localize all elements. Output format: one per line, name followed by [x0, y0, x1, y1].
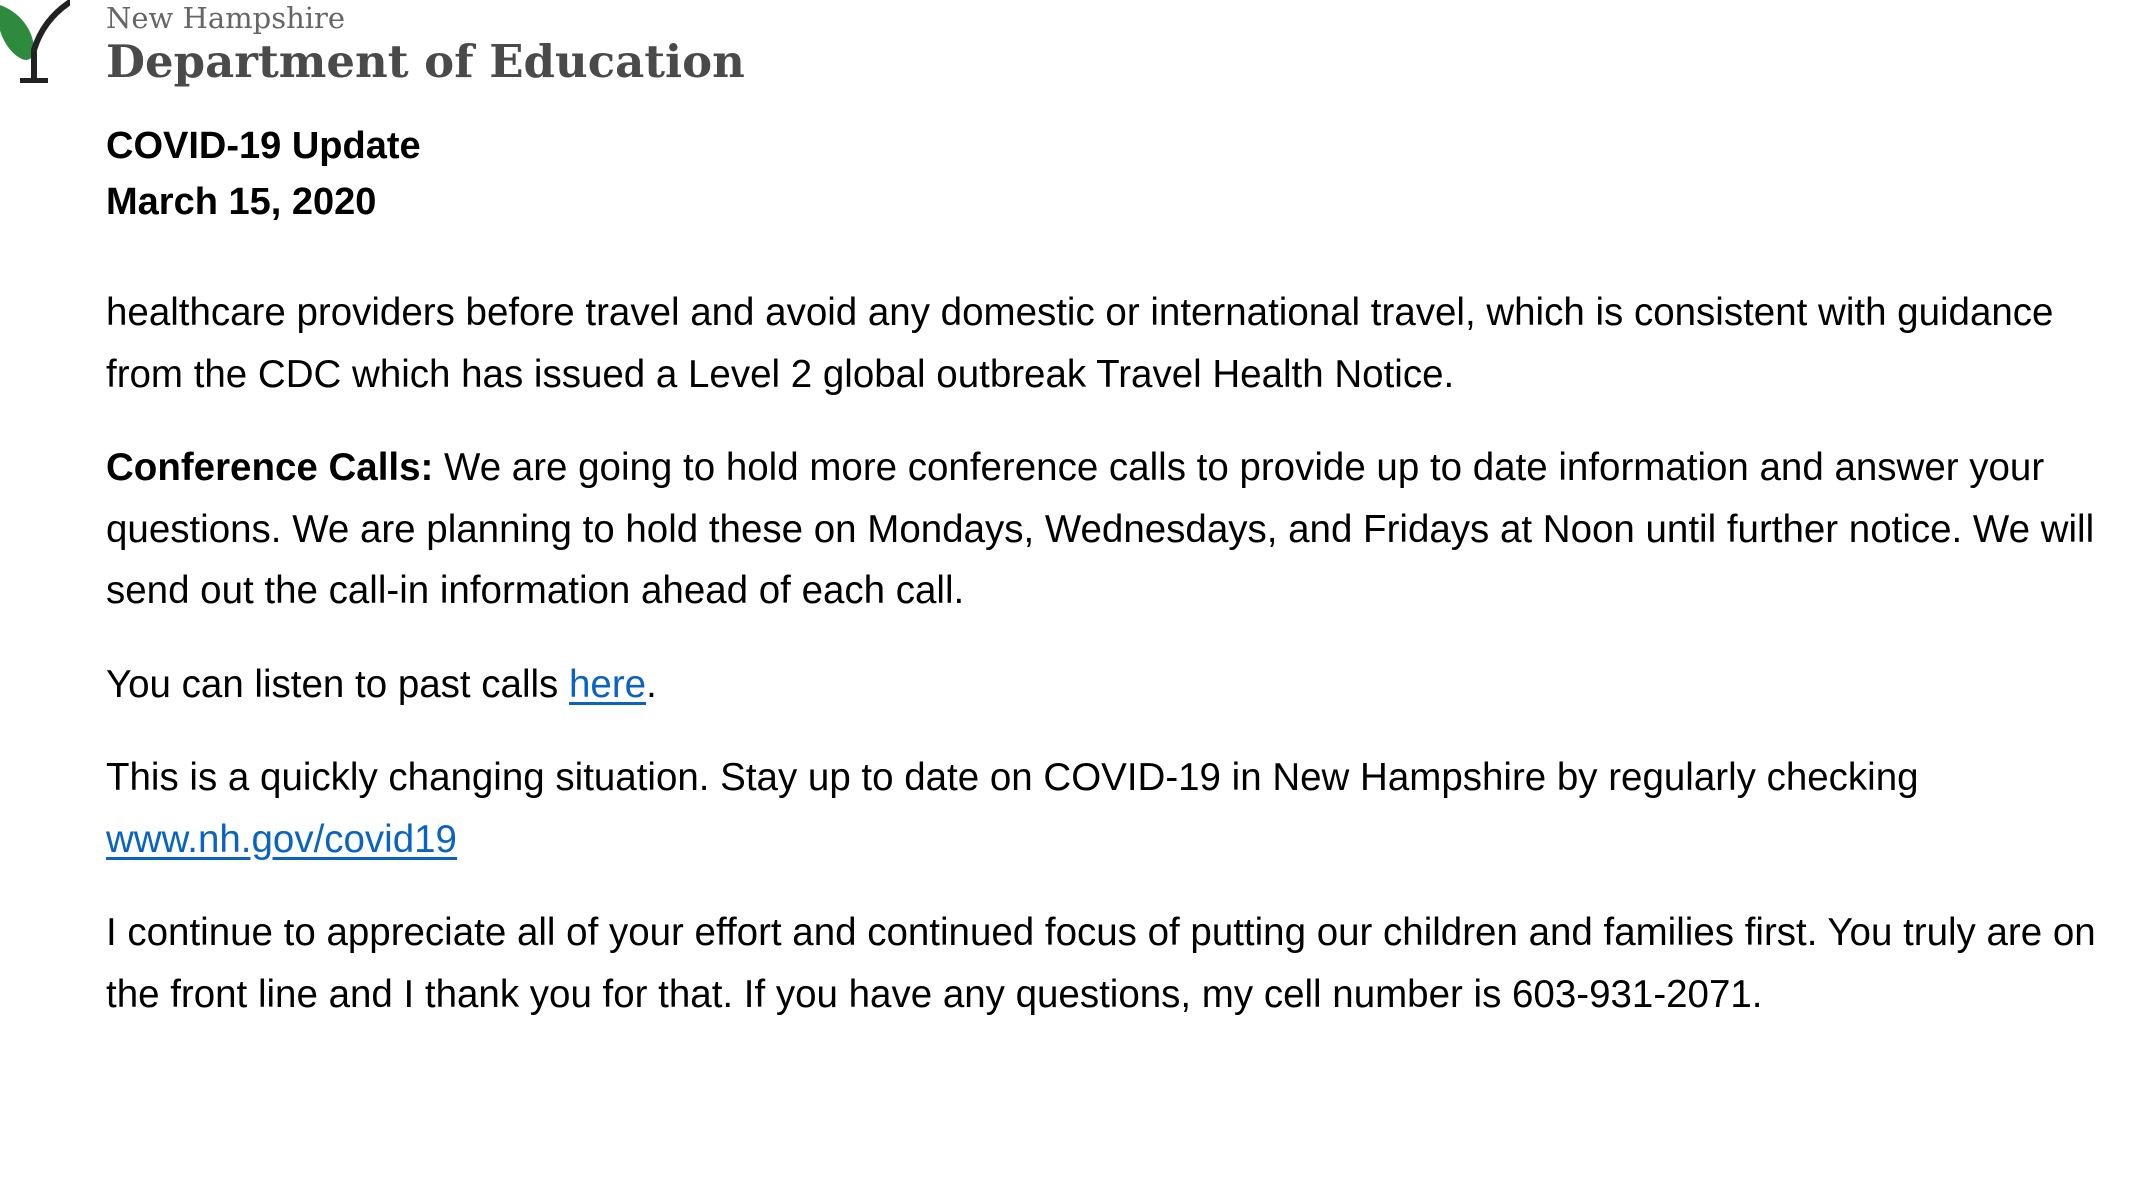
document-title: COVID-19 Update [106, 125, 421, 167]
conference-calls-text: We are going to hold more conference calls to provide up to date information and answer your questions. We are planning to hold these on Mondays, Wednesdays, and Fridays at Noon until further notice. We will send out the call-in information ahead of each call. [106, 446, 2095, 612]
document-date: March 15, 2020 [106, 181, 377, 223]
past-calls-text: You can listen to past calls [106, 662, 569, 706]
stay-updated-text: This is a quickly changing situation. Stay up to date on COVID-19 in New Hampshire by regularly checking [106, 756, 1919, 799]
travel-guidance-paragraph: healthcare providers before travel and avoid any domestic or international travel, which is consistent with guidance from the CDC which has issued a Level 2 global outbreak Travel Health Notice. [106, 291, 2054, 396]
seedling-logo-icon [0, 0, 70, 88]
past-calls-period: . [646, 662, 657, 706]
document-body [106, 282, 2106, 1057]
conference-calls-heading: Conference Calls: [106, 446, 434, 489]
stay-updated-paragraph [106, 747, 2106, 870]
stem-base-icon [20, 78, 48, 83]
logo-state-name: New Hampshire [106, 1, 346, 35]
closing-paragraph: I continue to appreciate all of your effort and continued focus of putting our children and families first. You truly are on the front line and I thank you for that. If you have any questions, my cell number is 603-931-2071. [106, 911, 2096, 1016]
leaf-icon [0, 4, 34, 60]
conference-calls-paragraph [106, 437, 2106, 622]
covid19-website-link[interactable]: www.nh.gov/covid19 [106, 817, 457, 861]
stem-icon [34, 2, 70, 80]
department-logo-text [106, 0, 745, 88]
past-calls-link[interactable]: here [569, 662, 647, 706]
logo-department-name: Department of Education [106, 35, 745, 88]
document-heading [106, 118, 421, 230]
past-calls-paragraph [106, 654, 2106, 716]
